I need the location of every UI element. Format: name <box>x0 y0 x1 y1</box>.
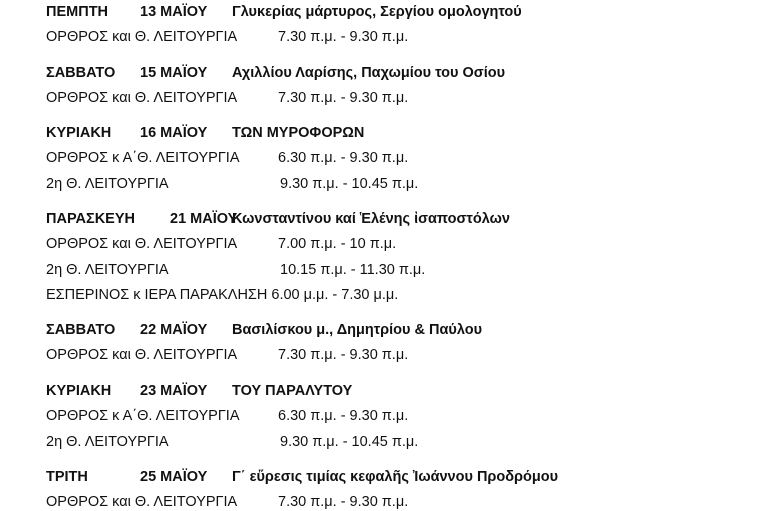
service-time: 7.30 π.μ. - 9.30 π.μ. <box>278 29 409 45</box>
day-name: ΠΑΡΑΣΚΕΥΗ <box>46 211 135 227</box>
service-name: 2η Θ. ΛΕΙΤΟΥΡΓΙΑ <box>46 176 169 192</box>
service-name: ΟΡΘΡΟΣ και Θ. ΛΕΙΤΟΥΡΓΙΑ <box>46 236 238 252</box>
day-date: 21 ΜΑΪΟΥ <box>170 211 238 227</box>
service-name: ΟΡΘΡΟΣ κ Α΄Θ. ΛΕΙΤΟΥΡΓΙΑ <box>46 408 240 424</box>
day-date: 22 ΜΑΪΟΥ <box>140 322 208 338</box>
service-name: ΕΣΠΕΡΙΝΟΣ κ ΙΕΡΑ ΠΑΡΑΚΛΗΣΗ <box>46 287 268 303</box>
day-date: 15 ΜΑΪΟΥ <box>140 65 208 81</box>
day-date: 25 ΜΑΪΟΥ <box>140 469 208 485</box>
feast-title: Αχιλλίου Λαρίσης, Παχωμίου του Οσίου <box>232 65 506 81</box>
day-name: ΚΥΡΙΑΚΗ <box>46 125 112 141</box>
service-time: 6.30 π.μ. - 9.30 π.μ. <box>278 408 409 424</box>
service-time: 7.30 π.μ. - 9.30 π.μ. <box>278 90 409 106</box>
day-name: ΤΡΙΤΗ <box>46 469 88 485</box>
service-name: ΟΡΘΡΟΣ και Θ. ΛΕΙΤΟΥΡΓΙΑ <box>46 29 238 45</box>
service-time: 9.30 π.μ. - 10.45 π.μ. <box>280 176 419 192</box>
day-name: ΚΥΡΙΑΚΗ <box>46 383 112 399</box>
service-time: 7.30 π.μ. - 9.30 π.μ. <box>278 494 409 510</box>
service-time: 6.30 π.μ. - 9.30 π.μ. <box>278 150 409 166</box>
service-name: ΟΡΘΡΟΣ και Θ. ΛΕΙΤΟΥΡΓΙΑ <box>46 347 238 363</box>
day-name: ΣΑΒΒΑΤΟ <box>46 65 116 81</box>
feast-title: Γλυκερίας μάρτυρος, Σεργίου ομολογητού <box>232 4 522 20</box>
feast-title: Γ΄ εὕρεσις τιμίας κεφαλῆς Ἰωάννου Προδρόμου <box>232 469 559 485</box>
day-name: ΣΑΒΒΑΤΟ <box>46 322 116 338</box>
service-name: 2η Θ. ΛΕΙΤΟΥΡΓΙΑ <box>46 434 169 450</box>
service-row <box>46 286 398 304</box>
service-time: 6.00 μ.μ. - 7.30 μ.μ. <box>271 287 399 303</box>
service-name: ΟΡΘΡΟΣ κ Α΄Θ. ΛΕΙΤΟΥΡΓΙΑ <box>46 150 240 166</box>
service-time: 10.15 π.μ. - 11.30 π.μ. <box>280 262 426 278</box>
day-date: 16 ΜΑΪΟΥ <box>140 125 208 141</box>
feast-title: ΤΟΥ ΠΑΡΑΛΥΤΟΥ <box>232 383 353 399</box>
service-name: ΟΡΘΡΟΣ και Θ. ΛΕΙΤΟΥΡΓΙΑ <box>46 494 238 510</box>
service-time: 9.30 π.μ. - 10.45 π.μ. <box>280 434 419 450</box>
service-name: 2η Θ. ΛΕΙΤΟΥΡΓΙΑ <box>46 262 169 278</box>
service-time: 7.30 π.μ. - 9.30 π.μ. <box>278 347 409 363</box>
service-name: ΟΡΘΡΟΣ και Θ. ΛΕΙΤΟΥΡΓΙΑ <box>46 90 238 106</box>
service-time: 7.00 π.μ. - 10 π.μ. <box>278 236 397 252</box>
day-date: 13 ΜΑΪΟΥ <box>140 4 208 20</box>
feast-title: ΤΩΝ ΜΥΡΟΦΟΡΩΝ <box>232 125 365 141</box>
feast-title: Κωνσταντίνου καί Ἑλένης ἰσαποστόλων <box>232 211 510 227</box>
day-date: 23 ΜΑΪΟΥ <box>140 383 208 399</box>
day-name: ΠΕΜΠΤΗ <box>46 4 109 20</box>
feast-title: Βασιλίσκου μ., Δημητρίου & Παύλου <box>232 322 483 338</box>
